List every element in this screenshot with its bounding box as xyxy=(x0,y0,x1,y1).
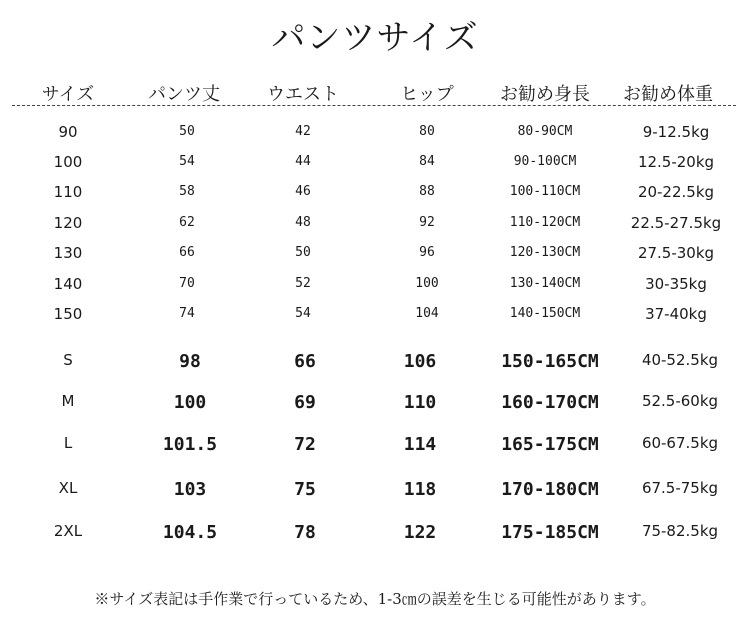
table-cell: 67.5-75kg xyxy=(641,479,719,497)
table-cell: 69 xyxy=(294,392,316,413)
table-cell: 72 xyxy=(294,434,316,455)
table-cell: 50 xyxy=(295,245,311,260)
table-cell: 44 xyxy=(295,154,311,169)
table-cell: 52 xyxy=(295,276,311,291)
table-cell: 96 xyxy=(419,245,435,260)
table-cell: 42 xyxy=(295,124,311,139)
table-cell: 30-35kg xyxy=(645,275,707,293)
table-cell: L xyxy=(63,434,73,452)
page-title: パンツサイズ xyxy=(271,18,479,58)
table-cell: 104 xyxy=(415,306,439,321)
table-cell: 75 xyxy=(294,479,316,500)
table-cell: 150-165CM xyxy=(501,351,599,372)
table-cell: 106 xyxy=(403,351,437,372)
table-cell: 110 xyxy=(403,392,437,413)
column-header: ヒップ xyxy=(400,84,454,105)
table-cell: 98 xyxy=(179,351,201,372)
table-cell: 9-12.5kg xyxy=(642,123,710,141)
column-header: サイズ xyxy=(41,84,95,105)
table-cell: 66 xyxy=(179,245,195,260)
column-header: お勧め体重 xyxy=(623,84,713,105)
table-cell: 130 xyxy=(53,244,83,262)
table-cell: 150 xyxy=(53,305,83,323)
table-cell: 120 xyxy=(53,214,83,232)
table-cell: 66 xyxy=(294,351,316,372)
table-cell: 22.5-27.5kg xyxy=(630,214,722,232)
table-cell: 90 xyxy=(58,123,78,141)
table-cell: 140 xyxy=(53,275,83,293)
table-cell: 165-175CM xyxy=(501,434,599,455)
table-cell: 103 xyxy=(173,479,207,500)
table-cell: 54 xyxy=(295,306,311,321)
table-cell: 100 xyxy=(173,392,207,413)
column-header: パンツ丈 xyxy=(148,84,220,105)
table-cell: 84 xyxy=(419,154,435,169)
table-cell: 62 xyxy=(179,215,195,230)
table-cell: 54 xyxy=(179,154,195,169)
table-cell: 101.5 xyxy=(162,434,218,455)
table-cell: XL xyxy=(58,479,78,497)
table-cell: S xyxy=(63,351,73,369)
table-cell: 48 xyxy=(295,215,311,230)
table-cell: 120-130CM xyxy=(509,245,581,260)
table-cell: 80 xyxy=(419,124,435,139)
table-cell: 80-90CM xyxy=(517,124,573,139)
table-cell: 2XL xyxy=(53,522,83,540)
table-cell: 160-170CM xyxy=(501,392,599,413)
table-cell: 110-120CM xyxy=(509,215,581,230)
table-cell: 52.5-60kg xyxy=(641,392,719,410)
table-cell: 60-67.5kg xyxy=(641,434,719,452)
table-cell: 46 xyxy=(295,184,311,199)
table-cell: 75-82.5kg xyxy=(641,522,719,540)
table-cell: 110 xyxy=(53,183,83,201)
table-cell: 92 xyxy=(419,215,435,230)
column-header: お勧め身長 xyxy=(500,84,590,105)
table-cell: 175-185CM xyxy=(501,522,599,543)
table-cell: 170-180CM xyxy=(501,479,599,500)
column-header: ウエスト xyxy=(267,84,339,105)
table-cell: 74 xyxy=(179,306,195,321)
table-cell: 20-22.5kg xyxy=(637,183,715,201)
table-cell: 40-52.5kg xyxy=(641,351,719,369)
header-divider xyxy=(12,105,736,106)
table-cell: 100-110CM xyxy=(509,184,581,199)
table-cell: 37-40kg xyxy=(645,305,707,323)
table-cell: 12.5-20kg xyxy=(637,153,715,171)
table-cell: 50 xyxy=(179,124,195,139)
table-cell: 114 xyxy=(403,434,437,455)
disclaimer-note: ※サイズ表記は手作業で行っているため、1-3㎝の誤差を生じる可能性があります。 xyxy=(94,590,656,608)
table-cell: M xyxy=(61,392,75,410)
table-cell: 88 xyxy=(419,184,435,199)
table-cell: 130-140CM xyxy=(509,276,581,291)
table-cell: 140-150CM xyxy=(509,306,581,321)
table-cell: 100 xyxy=(415,276,439,291)
table-cell: 118 xyxy=(403,479,437,500)
table-cell: 104.5 xyxy=(162,522,218,543)
table-cell: 78 xyxy=(294,522,316,543)
table-cell: 70 xyxy=(179,276,195,291)
table-cell: 90-100CM xyxy=(513,154,577,169)
table-cell: 27.5-30kg xyxy=(637,244,715,262)
table-cell: 122 xyxy=(403,522,437,543)
table-cell: 58 xyxy=(179,184,195,199)
table-cell: 100 xyxy=(53,153,83,171)
